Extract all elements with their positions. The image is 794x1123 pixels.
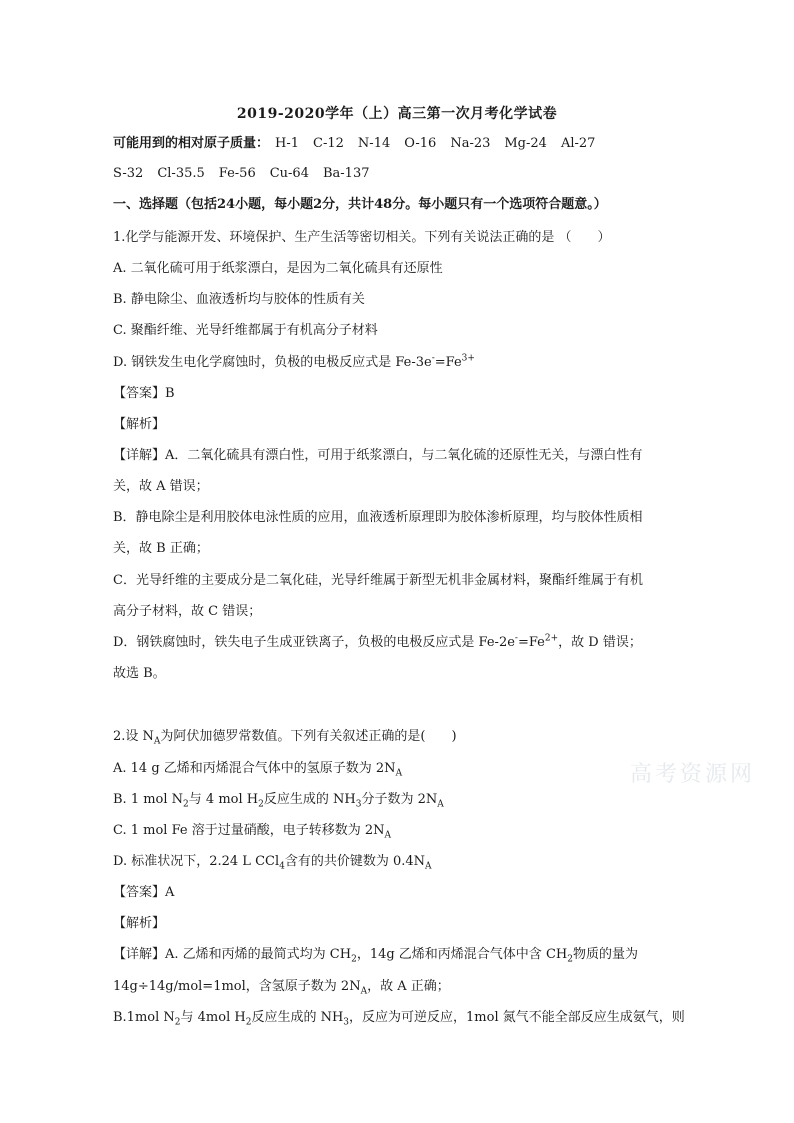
subscript: A (360, 986, 368, 997)
q1-stem: 1.化学与能源开发、环境保护、生产生活等密切相关。下列有关说法正确的是 （ ） (113, 230, 611, 245)
subscript: 2 (351, 954, 357, 965)
subscript: A (437, 799, 444, 810)
q1-analysis-label: 【解析】 (113, 417, 166, 432)
mass-item: O-16 (404, 136, 437, 151)
subscript: A (425, 861, 432, 872)
q1-answer: 【答案】B (113, 386, 175, 401)
text-segment: D. 钢铁发生电化学腐蚀时，负极的电极反应式是 Fe-3e (113, 355, 432, 370)
mass-item: Ba-137 (322, 166, 370, 181)
q2-answer: 【答案】A (113, 885, 175, 900)
text-segment: =Fe (434, 355, 462, 370)
subscript: 4 (279, 861, 285, 872)
text-segment: B. 1 mol N (113, 792, 184, 807)
q1-detail-line: B．静电除尘是利用胶体电泳性质的应用，血液透析原理即为胶体渗析原理，均与胶体性质相 (113, 510, 643, 525)
q2-option-d (113, 853, 432, 871)
atomic-mass-label: 可能用到的相对原子质量： (113, 136, 270, 151)
text-segment: A. 14 g 乙烯和丙烯混合气体中的氢原子数为 2N (113, 761, 396, 776)
q2-stem (113, 728, 457, 746)
subscript: 3 (343, 1017, 350, 1028)
text-segment: ，故 A 正确； (367, 979, 450, 994)
text-segment: 与 4mol H (180, 1010, 246, 1025)
atomic-mass-row-1 (113, 135, 609, 153)
mass-item: Al-27 (560, 136, 596, 151)
mass-item: Fe-56 (218, 166, 256, 181)
text-segment: 反应生成的 NH (263, 792, 356, 807)
q2-detail-line (113, 978, 450, 996)
text-segment: B.1mol N (113, 1010, 175, 1025)
subscript: A (153, 736, 161, 747)
text-segment: 分子数为 2N (361, 792, 438, 807)
q1-option-d (113, 354, 475, 372)
mass-item: Cu-64 (269, 166, 309, 181)
subscript: 2 (183, 799, 189, 810)
watermark: 高考资源网 (630, 762, 756, 787)
text-segment: 与 4 mol H (188, 792, 259, 807)
q2-detail-line (113, 1009, 685, 1027)
q1-option-a: A. 二氧化硫可用于纸浆漂白，是因为二氧化硫具有还原性 (113, 261, 443, 276)
q1-detail-line: 关，故 A 错误； (113, 479, 209, 494)
text-segment: 2.设 N (113, 729, 154, 744)
q1-conclusion: 故选 B。 (113, 666, 166, 681)
text-segment: 【详解】A. 乙烯和丙烯的最简式均为 CH (113, 947, 352, 962)
subscript: 2 (567, 954, 573, 965)
atomic-mass-row-2 (113, 165, 384, 183)
mass-item: S-32 (113, 166, 144, 181)
mass-item: H-1 (275, 136, 300, 151)
q1-detail-line: 关，故 B 正确； (113, 541, 209, 556)
q1-option-c: C. 聚酯纤维、光导纤维都属于有机高分子材料 (113, 323, 378, 338)
subscript: 3 (355, 799, 362, 810)
text-segment: =Fe (517, 635, 545, 650)
text-segment: ，故 D 错误； (558, 635, 642, 650)
mass-item: N-14 (357, 136, 391, 151)
q1-detail-line (113, 634, 642, 652)
q2-analysis-label: 【解析】 (113, 916, 166, 931)
superscript: - (431, 353, 435, 364)
text-segment: D. 标准状况下，2.24 L CCl (113, 854, 280, 869)
text-segment: ，14g 乙烯和丙烯混合气体中含 CH (356, 947, 568, 962)
mass-item: Cl-35.5 (157, 166, 205, 181)
page-title: 2019-2020学年（上）高三第一次月考化学试卷 (236, 106, 558, 122)
subscript: A (395, 768, 403, 779)
q1-detail-line: 【详解】A．二氧化硫具有漂白性，可用于纸浆漂白，与二氧化硫的还原性无关，与漂白性有 (113, 448, 643, 463)
text-segment: ，反应为可逆反应，1mol 氮气不能全部反应生成氨气，则 (349, 1010, 685, 1025)
mass-item: Na-23 (450, 136, 491, 151)
text-segment: 物质的量为 (572, 947, 638, 962)
mass-item: C-12 (313, 136, 344, 151)
text-segment: 为阿伏加德罗常数值。下列有关叙述正确的是( ) (160, 729, 457, 744)
text-segment: C. 1 mol Fe 溶于过量硝酸，电子转移数为 2N (113, 823, 385, 838)
text-segment: 14g÷14g/mol=1mol，含氢原子数为 2N (113, 979, 361, 994)
section-heading: 一、选择题（包括24小题，每小题2分，共计48分。每小题只有一个选项符合题意。） (113, 197, 607, 212)
mass-item: Mg-24 (504, 136, 547, 151)
q1-detail-line: C．光导纤维的主要成分是二氧化硅，光导纤维属于新型无机非金属材料，聚酯纤维属于有机 (113, 573, 643, 588)
subscript: 2 (245, 1017, 252, 1028)
superscript: 2+ (544, 633, 559, 644)
text-segment: D．钢铁腐蚀时，铁失电子生成亚铁离子，负极的电极反应式是 Fe-2e (113, 635, 515, 650)
q2-option-c (113, 822, 391, 840)
text-segment: 含有的共价键数为 0.4N (284, 854, 426, 869)
q2-option-b (113, 791, 444, 809)
subscript: A (384, 830, 392, 841)
q1-option-b: B. 静电除尘、血液透析均与胶体的性质有关 (113, 292, 365, 307)
superscript: - (514, 633, 518, 644)
q2-detail-line (113, 946, 638, 964)
subscript: 2 (174, 1017, 181, 1028)
superscript: 3+ (461, 353, 475, 364)
text-segment: 反应生成的 NH (251, 1010, 344, 1025)
q2-option-a (113, 760, 402, 778)
subscript: 2 (258, 799, 264, 810)
q1-detail-line: 高分子材料，故 C 错误； (113, 604, 262, 619)
